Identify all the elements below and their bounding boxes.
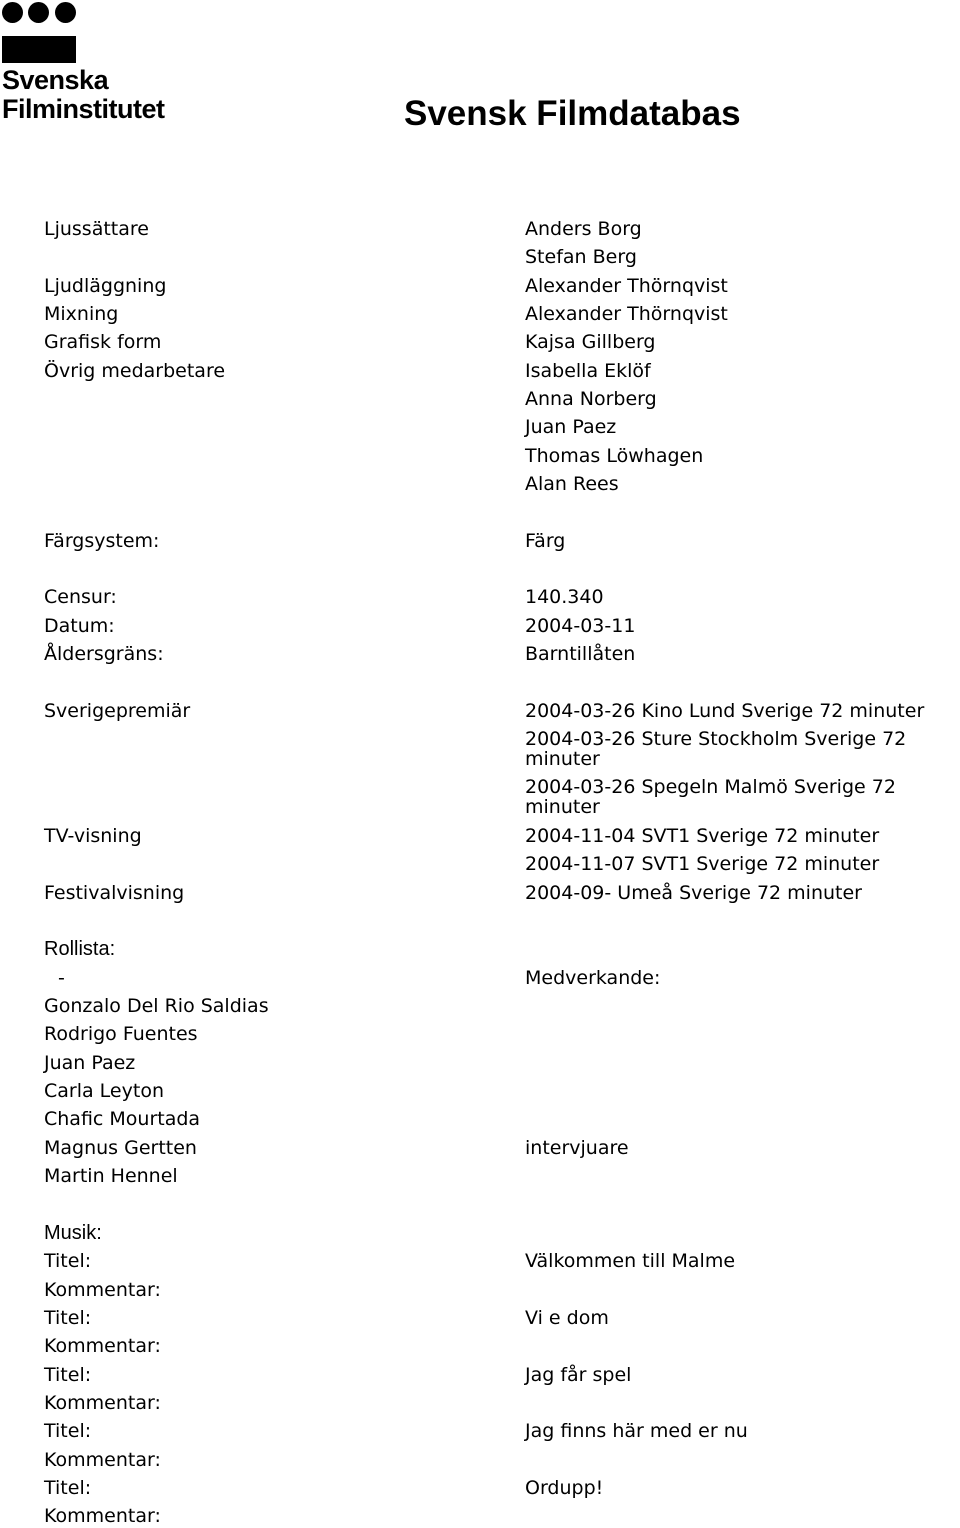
crew-name: Isabella Eklöf xyxy=(525,360,651,382)
cast-member: Rodrigo Fuentes xyxy=(44,1023,198,1045)
music-title-label: Titel: xyxy=(44,1364,92,1386)
music-title-label: Titel: xyxy=(44,1477,92,1499)
crew-name: Alexander Thörnqvist xyxy=(525,303,728,325)
datum-label: Datum: xyxy=(44,615,115,637)
festival-entry: 2004-09- Umeå Sverige 72 minuter xyxy=(525,882,862,904)
age-limit-value: Barntillåten xyxy=(525,643,636,665)
crew-name: Stefan Berg xyxy=(525,246,637,268)
music-comment-label: Kommentar: xyxy=(44,1392,161,1414)
datum-value: 2004-03-11 xyxy=(525,615,636,637)
premiere-entry: 2004-03-26 Sture Stockholm Sverige 72 minuter xyxy=(525,728,907,770)
cast-member: Chafic Mourtada xyxy=(44,1108,201,1130)
music-heading: Musik: xyxy=(44,1222,102,1244)
cast-member: Gonzalo Del Rio Saldias xyxy=(44,995,269,1017)
music-title: Jag får spel xyxy=(525,1364,632,1386)
tv-entry: 2004-11-04 SVT1 Sverige 72 minuter xyxy=(525,825,880,847)
cast-role: intervjuare xyxy=(525,1137,629,1159)
crew-label: Ljudläggning xyxy=(44,275,167,297)
festival-label: Festivalvisning xyxy=(44,882,185,904)
crew-name: Anna Norberg xyxy=(525,388,657,410)
cast-member: Juan Paez xyxy=(44,1052,136,1074)
music-title: Ordupp! xyxy=(525,1477,604,1499)
crew-label: Mixning xyxy=(44,303,119,325)
logo-bar-icon xyxy=(2,36,76,63)
music-title-label: Titel: xyxy=(44,1420,92,1442)
music-title: Jag finns här med er nu xyxy=(525,1420,748,1442)
cast-member: Carla Leyton xyxy=(44,1080,164,1102)
crew-name: Juan Paez xyxy=(525,416,617,438)
music-comment-label: Kommentar: xyxy=(44,1279,161,1301)
censur-label: Censur: xyxy=(44,586,117,608)
page-title: Svensk Filmdatabas xyxy=(404,94,741,133)
color-system-label: Färgsystem: xyxy=(44,530,160,552)
crew-name: Alan Rees xyxy=(525,473,619,495)
tv-label: TV-visning xyxy=(44,825,142,847)
music-title-label: Titel: xyxy=(44,1307,92,1329)
cast-heading: Rollista: xyxy=(44,938,116,960)
crew-name: Anders Borg xyxy=(525,218,642,240)
age-limit-label: Åldersgräns: xyxy=(44,643,164,665)
crew-label: Övrig medarbetare xyxy=(44,360,226,382)
svenska-filminstitutet-logo xyxy=(0,0,210,130)
color-system-value: Färg xyxy=(525,530,566,552)
music-comment-label: Kommentar: xyxy=(44,1335,161,1357)
crew-label: Ljussättare xyxy=(44,218,149,240)
premiere-entry: 2004-03-26 Spegeln Malmö Sverige 72 minuter xyxy=(525,776,896,818)
premiere-entry: 2004-03-26 Kino Lund Sverige 72 minuter xyxy=(525,700,925,722)
premiere-label: Sverigepremiär xyxy=(44,700,191,722)
music-comment-label: Kommentar: xyxy=(44,1505,161,1527)
crew-name: Alexander Thörnqvist xyxy=(525,275,728,297)
crew-name: Kajsa Gillberg xyxy=(525,331,656,353)
cast-dash: - xyxy=(58,967,65,989)
cast-member: Magnus Gertten xyxy=(44,1137,197,1159)
logo-text: Svenska Filminstitutet xyxy=(2,65,165,124)
medverkande-label: Medverkande: xyxy=(525,967,661,989)
music-title-label: Titel: xyxy=(44,1250,92,1272)
music-title: Vi e dom xyxy=(525,1307,609,1329)
censur-value: 140.340 xyxy=(525,586,604,608)
tv-entry: 2004-11-07 SVT1 Sverige 72 minuter xyxy=(525,853,880,875)
music-title: Välkommen till Malme xyxy=(525,1250,736,1272)
cast-member: Martin Hennel xyxy=(44,1165,178,1187)
crew-name: Thomas Löwhagen xyxy=(525,445,704,467)
crew-label: Grafisk form xyxy=(44,331,162,353)
music-comment-label: Kommentar: xyxy=(44,1449,161,1471)
